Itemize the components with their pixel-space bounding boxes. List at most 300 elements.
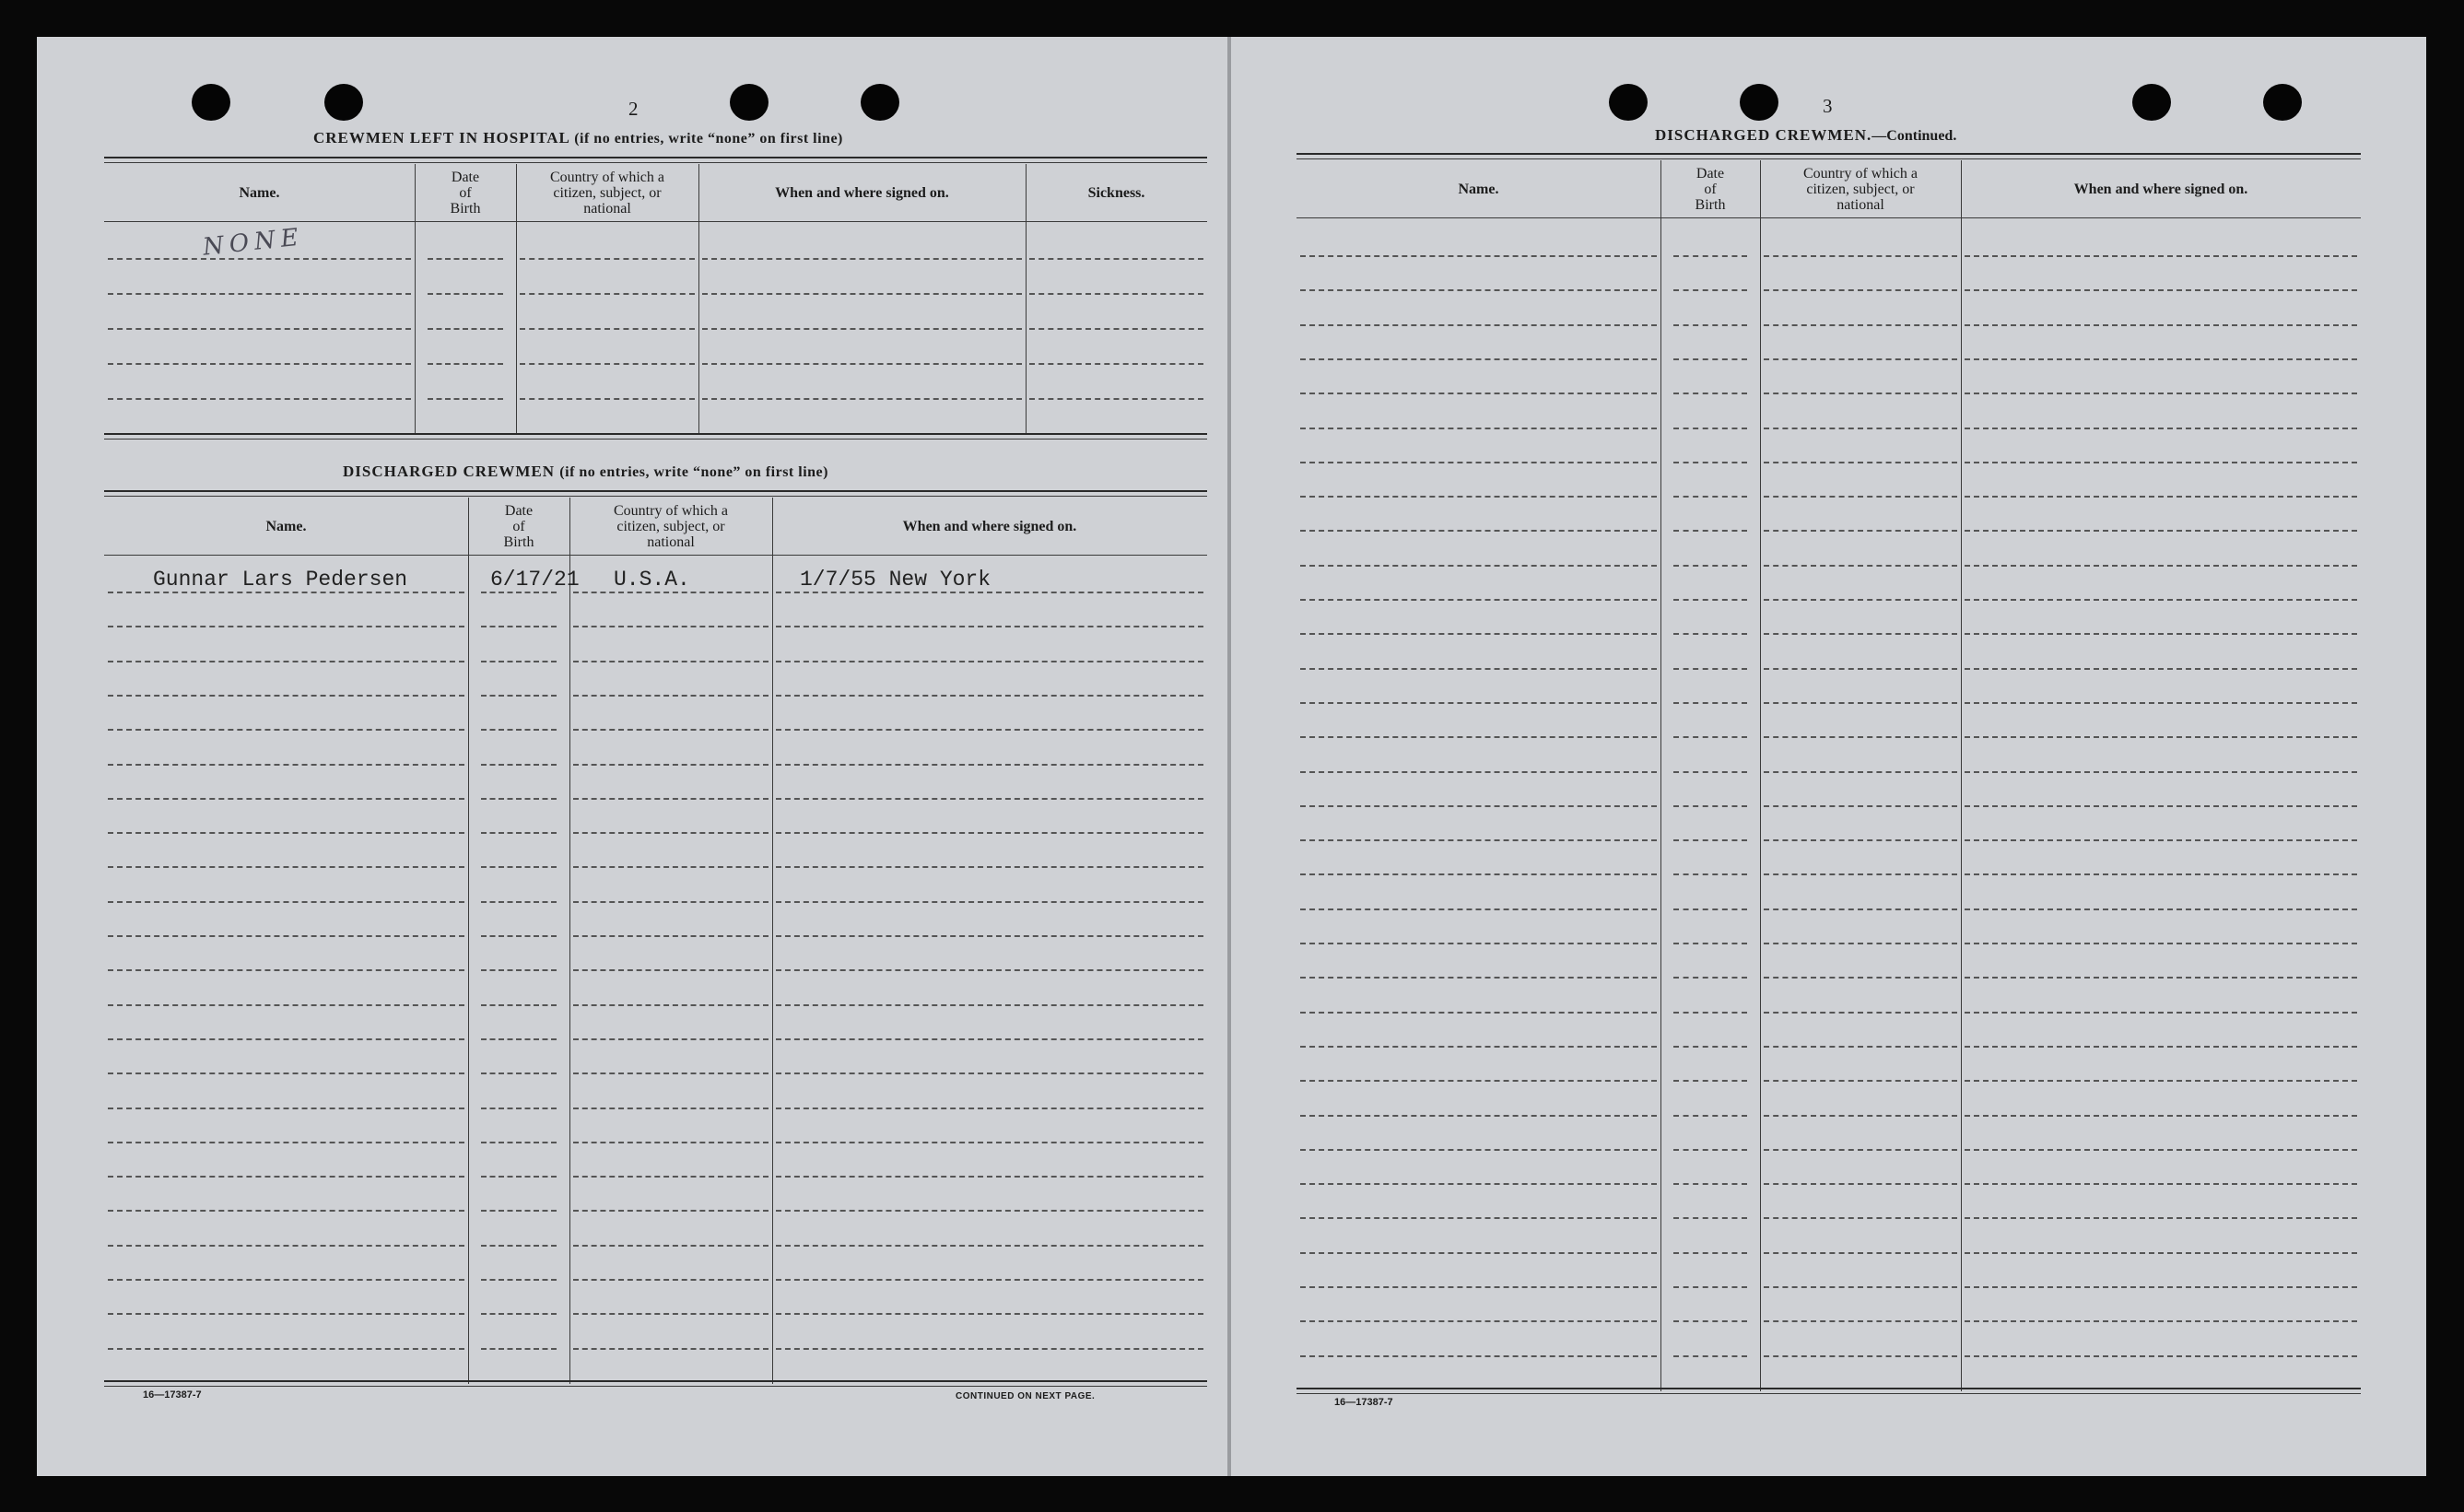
form-number: 16—17387-7 <box>1334 1397 1393 1408</box>
ruled-line <box>1965 771 2357 773</box>
ruled-line <box>1764 599 1957 601</box>
ruled-line <box>481 798 557 800</box>
ruled-line <box>776 1210 1203 1212</box>
ruled-line <box>776 1038 1203 1040</box>
ruled-line <box>481 1313 557 1315</box>
ruled-line <box>776 1313 1203 1315</box>
ruled-line <box>1673 977 1747 979</box>
ruled-line <box>1300 428 1657 429</box>
ruled-line <box>481 729 557 731</box>
ruled-line <box>1764 668 1957 670</box>
table-bottom-rule <box>104 1380 1207 1382</box>
table-bottom-rule <box>1297 1393 2361 1394</box>
ruled-line <box>1764 496 1957 498</box>
ruled-line <box>108 328 411 330</box>
ruled-line <box>1673 1286 1747 1288</box>
ruled-line <box>1673 393 1747 394</box>
ruled-line <box>1300 873 1657 875</box>
ruled-line <box>481 1245 557 1247</box>
ruled-line <box>108 661 464 662</box>
ruled-line <box>481 592 557 593</box>
ruled-line <box>1965 702 2357 704</box>
column-divider <box>1760 160 1761 1391</box>
discharged-title: DISCHARGED CREWMEN <box>343 463 556 480</box>
ruled-line <box>1965 324 2357 326</box>
ruled-line <box>1764 530 1957 532</box>
discharged-continued-title <box>1655 126 1956 145</box>
ruled-line <box>1673 358 1747 360</box>
ruled-line <box>1300 1355 1657 1357</box>
discharged-title: DISCHARGED CREWMEN. <box>1655 126 1872 144</box>
ruled-line <box>1673 1046 1747 1048</box>
column-divider <box>569 498 570 1384</box>
table-bottom-rule <box>1297 1388 2361 1389</box>
ruled-line <box>108 363 411 365</box>
entry-signed-on: 1/7/55 New York <box>800 568 991 592</box>
column-header: When and where signed on. <box>775 184 949 201</box>
ruled-line <box>108 592 464 593</box>
ruled-line <box>776 695 1203 697</box>
ruled-line <box>1764 908 1957 910</box>
ruled-line <box>1965 943 2357 944</box>
page-number: 2 <box>628 98 639 120</box>
hospital-section-title <box>313 129 843 147</box>
ruled-line <box>428 398 503 400</box>
ruled-line <box>1673 1252 1747 1254</box>
ruled-line <box>108 258 411 260</box>
column-divider <box>468 498 469 1384</box>
continued-label: —Continued. <box>1871 128 1957 144</box>
ruled-line <box>1673 530 1747 532</box>
punch-hole <box>730 84 769 121</box>
ruled-line <box>1965 1252 2357 1254</box>
ruled-line <box>1673 771 1747 773</box>
ruled-line <box>1764 289 1957 291</box>
ruled-line <box>1029 293 1203 295</box>
table-rule <box>104 162 1207 163</box>
ruled-line <box>573 626 769 627</box>
ruled-line <box>1673 805 1747 807</box>
ruled-line <box>1673 873 1747 875</box>
ruled-line <box>1764 839 1957 841</box>
ruled-line <box>1764 1149 1957 1151</box>
ruled-line <box>108 798 464 800</box>
ruled-line <box>1300 908 1657 910</box>
ruled-line <box>520 258 695 260</box>
ruled-line <box>573 1072 769 1074</box>
ruled-line <box>702 398 1022 400</box>
ruled-line <box>1764 324 1957 326</box>
ruled-line <box>1300 496 1657 498</box>
ruled-line <box>1764 358 1957 360</box>
ruled-line <box>1029 258 1203 260</box>
header-rule <box>1297 217 2361 218</box>
table-rule <box>1297 153 2361 155</box>
ruled-line <box>1965 873 2357 875</box>
ruled-line <box>1965 1217 2357 1219</box>
ruled-line <box>1029 363 1203 365</box>
punch-hole <box>1609 84 1648 121</box>
ruled-line <box>1965 393 2357 394</box>
ruled-line <box>108 866 464 868</box>
ruled-line <box>573 1313 769 1315</box>
ruled-line <box>108 1038 464 1040</box>
ruled-line <box>1764 805 1957 807</box>
table-rule <box>1297 158 2361 159</box>
ruled-line <box>108 1279 464 1281</box>
ruled-line <box>1965 805 2357 807</box>
ruled-line <box>573 661 769 662</box>
ruled-line <box>108 1142 464 1143</box>
ruled-line <box>1673 736 1747 738</box>
ruled-line <box>776 1348 1203 1350</box>
column-header: Country of which a citizen, subject, or national <box>550 169 664 217</box>
ruled-line <box>481 1210 557 1212</box>
column-header: Name. <box>239 184 280 201</box>
entry-name: Gunnar Lars Pedersen <box>153 568 408 592</box>
ruled-line <box>573 969 769 971</box>
ruled-line <box>1300 1252 1657 1254</box>
column-header: Country of which a citizen, subject, or national <box>614 502 728 550</box>
ruled-line <box>573 1142 769 1143</box>
ruled-line <box>108 1108 464 1109</box>
discharged-section-title <box>343 463 828 481</box>
ruled-line <box>1764 1252 1957 1254</box>
page-number: 3 <box>1823 95 1834 117</box>
ruled-line <box>1673 1320 1747 1322</box>
ruled-line <box>776 661 1203 662</box>
ruled-line <box>573 866 769 868</box>
punch-hole <box>324 84 363 121</box>
ruled-line <box>481 764 557 766</box>
ruled-line <box>1965 1046 2357 1048</box>
table-bottom-rule <box>104 439 1207 440</box>
ruled-line <box>1965 1183 2357 1185</box>
ruled-line <box>108 729 464 731</box>
ruled-line <box>481 901 557 903</box>
ruled-line <box>1764 736 1957 738</box>
ruled-line <box>776 969 1203 971</box>
punch-hole <box>861 84 899 121</box>
ruled-line <box>481 661 557 662</box>
ruled-line <box>481 969 557 971</box>
ruled-line <box>108 1072 464 1074</box>
ruled-line <box>1673 1355 1747 1357</box>
ruled-line <box>1300 1046 1657 1048</box>
ruled-line <box>1673 1080 1747 1082</box>
ruled-line <box>776 1176 1203 1178</box>
punch-hole <box>1740 84 1778 121</box>
ruled-line <box>1673 1149 1747 1151</box>
ruled-line <box>481 935 557 937</box>
ruled-line <box>1965 1286 2357 1288</box>
ruled-line <box>1673 428 1747 429</box>
ruled-line <box>1764 1012 1957 1014</box>
ruled-line <box>428 293 503 295</box>
ruled-line <box>1673 462 1747 463</box>
ruled-line <box>1764 462 1957 463</box>
ruled-line <box>776 764 1203 766</box>
ruled-line <box>573 1038 769 1040</box>
ruled-line <box>1965 633 2357 635</box>
ruled-line <box>108 398 411 400</box>
ruled-line <box>1965 599 2357 601</box>
ruled-line <box>1965 668 2357 670</box>
column-header: Country of which a citizen, subject, or national <box>1803 165 1918 213</box>
ruled-line <box>108 1176 464 1178</box>
ruled-line <box>1965 1115 2357 1117</box>
ruled-line <box>776 832 1203 834</box>
column-header: Name. <box>265 518 307 534</box>
ruled-line <box>481 1142 557 1143</box>
ruled-line <box>428 328 503 330</box>
ruled-line <box>1965 1320 2357 1322</box>
ruled-line <box>573 1108 769 1109</box>
ruled-line <box>776 1072 1203 1074</box>
ruled-line <box>1965 565 2357 567</box>
ruled-line <box>776 798 1203 800</box>
ruled-line <box>1300 1286 1657 1288</box>
ruled-line <box>1673 702 1747 704</box>
ruled-line <box>1764 977 1957 979</box>
ruled-line <box>776 901 1203 903</box>
ruled-line <box>1673 1115 1747 1117</box>
ruled-line <box>1764 1080 1957 1082</box>
ruled-line <box>573 1176 769 1178</box>
ruled-line <box>481 626 557 627</box>
ruled-line <box>1965 428 2357 429</box>
ruled-line <box>481 1072 557 1074</box>
ruled-line <box>108 901 464 903</box>
ruled-line <box>108 832 464 834</box>
ruled-line <box>1300 633 1657 635</box>
ruled-line <box>1673 1012 1747 1014</box>
ruled-line <box>573 901 769 903</box>
ruled-line <box>1673 1217 1747 1219</box>
discharged-note: (if no entries, write “none” on first line) <box>559 464 828 480</box>
ruled-line <box>108 1348 464 1350</box>
ruled-line <box>1764 633 1957 635</box>
ruled-line <box>108 969 464 971</box>
table-rule <box>104 490 1207 492</box>
ruled-line <box>428 363 503 365</box>
ruled-line <box>1300 255 1657 257</box>
ruled-line <box>1764 1115 1957 1117</box>
ruled-line <box>481 832 557 834</box>
table-rule <box>104 496 1207 497</box>
ruled-line <box>776 1004 1203 1006</box>
ruled-line <box>481 1108 557 1109</box>
ruled-line <box>1673 1183 1747 1185</box>
ruled-line <box>1764 1286 1957 1288</box>
ruled-line <box>573 1348 769 1350</box>
ruled-line <box>1764 943 1957 944</box>
ruled-line <box>1673 839 1747 841</box>
ruled-line <box>1300 1149 1657 1151</box>
left-page <box>37 37 1227 1476</box>
ruled-line <box>108 695 464 697</box>
ruled-line <box>776 1245 1203 1247</box>
ruled-line <box>1965 908 2357 910</box>
ruled-line <box>1673 289 1747 291</box>
ruled-line <box>1673 565 1747 567</box>
ruled-line <box>776 729 1203 731</box>
ruled-line <box>702 258 1022 260</box>
ruled-line <box>1300 1012 1657 1014</box>
ruled-line <box>1764 1320 1957 1322</box>
ruled-line <box>1029 398 1203 400</box>
ruled-line <box>1300 771 1657 773</box>
right-page <box>1231 37 2426 1476</box>
ruled-line <box>776 626 1203 627</box>
ruled-line <box>1673 908 1747 910</box>
continued-note: CONTINUED ON NEXT PAGE. <box>956 1391 1096 1401</box>
ruled-line <box>481 1038 557 1040</box>
ruled-line <box>1300 1080 1657 1082</box>
ruled-line <box>1673 324 1747 326</box>
entry-birth: 6/17/21 <box>490 568 580 592</box>
ruled-line <box>1764 1046 1957 1048</box>
ruled-line <box>1764 873 1957 875</box>
ruled-line <box>520 398 695 400</box>
ruled-line <box>1300 1217 1657 1219</box>
ruled-line <box>108 764 464 766</box>
column-divider <box>772 498 773 1384</box>
ruled-line <box>481 695 557 697</box>
ruled-line <box>776 1279 1203 1281</box>
ruled-line <box>1764 1217 1957 1219</box>
column-header: Date of Birth <box>503 502 534 550</box>
column-header: Date of Birth <box>1695 165 1726 213</box>
table-bottom-rule <box>104 433 1207 435</box>
ruled-line <box>481 1176 557 1178</box>
column-header: When and where signed on. <box>902 518 1077 534</box>
ruled-line <box>1673 633 1747 635</box>
ruled-line <box>1300 1183 1657 1185</box>
ruled-line <box>1300 839 1657 841</box>
ruled-line <box>1764 565 1957 567</box>
ruled-line <box>1300 565 1657 567</box>
ruled-line <box>108 293 411 295</box>
ruled-line <box>1300 702 1657 704</box>
ruled-line <box>1300 1115 1657 1117</box>
ruled-line <box>481 1348 557 1350</box>
ruled-line <box>1965 736 2357 738</box>
ruled-line <box>481 1004 557 1006</box>
ruled-line <box>481 1279 557 1281</box>
ruled-line <box>1965 496 2357 498</box>
column-header: When and where signed on. <box>2073 181 2248 197</box>
ruled-line <box>520 293 695 295</box>
ruled-line <box>428 258 503 260</box>
ruled-line <box>1300 977 1657 979</box>
punch-hole <box>2263 84 2302 121</box>
ruled-line <box>1764 1183 1957 1185</box>
ruled-line <box>1965 839 2357 841</box>
ruled-line <box>1764 1355 1957 1357</box>
ruled-line <box>1673 943 1747 944</box>
column-divider <box>1660 160 1661 1391</box>
ruled-line <box>1300 358 1657 360</box>
ruled-line <box>702 363 1022 365</box>
ruled-line <box>1300 668 1657 670</box>
ruled-line <box>1300 462 1657 463</box>
ruled-line <box>1764 428 1957 429</box>
ruled-line <box>573 1004 769 1006</box>
ruled-line <box>573 798 769 800</box>
ruled-line <box>481 866 557 868</box>
ruled-line <box>108 935 464 937</box>
ruled-line <box>520 363 695 365</box>
ruled-line <box>1029 328 1203 330</box>
ruled-line <box>573 1210 769 1212</box>
ruled-line <box>1965 1080 2357 1082</box>
ruled-line <box>776 935 1203 937</box>
ruled-line <box>1764 702 1957 704</box>
ruled-line <box>1300 943 1657 944</box>
ruled-line <box>1965 358 2357 360</box>
ruled-line <box>1300 324 1657 326</box>
ruled-line <box>776 592 1203 593</box>
ruled-line <box>1673 255 1747 257</box>
ruled-line <box>1300 736 1657 738</box>
ruled-line <box>776 1142 1203 1143</box>
ruled-line <box>1965 1355 2357 1357</box>
ruled-line <box>1673 668 1747 670</box>
form-number: 16—17387-7 <box>143 1389 202 1401</box>
ruled-line <box>573 1245 769 1247</box>
hospital-note: (if no entries, write “none” on first line) <box>574 131 843 147</box>
ruled-line <box>573 935 769 937</box>
column-header: Name. <box>1458 181 1499 197</box>
ruled-line <box>1965 1012 2357 1014</box>
punch-hole <box>192 84 230 121</box>
table-bottom-rule <box>104 1386 1207 1387</box>
ruled-line <box>573 764 769 766</box>
column-divider <box>1961 160 1962 1391</box>
ruled-line <box>1673 496 1747 498</box>
ruled-line <box>520 328 695 330</box>
ruled-line <box>1965 1149 2357 1151</box>
ruled-line <box>702 293 1022 295</box>
ruled-line <box>1300 393 1657 394</box>
ruled-line <box>108 1004 464 1006</box>
ruled-line <box>1764 771 1957 773</box>
ruled-line <box>1965 255 2357 257</box>
ruled-line <box>108 1313 464 1315</box>
ruled-line <box>1965 462 2357 463</box>
ruled-line <box>1764 393 1957 394</box>
ruled-line <box>1673 599 1747 601</box>
ruled-line <box>573 729 769 731</box>
ruled-line <box>1300 530 1657 532</box>
handwritten-none: NONE <box>201 223 306 262</box>
ruled-line <box>108 1245 464 1247</box>
ruled-line <box>573 592 769 593</box>
ruled-line <box>776 1108 1203 1109</box>
ruled-line <box>573 832 769 834</box>
ruled-line <box>1300 1320 1657 1322</box>
table-rule <box>104 157 1207 158</box>
ruled-line <box>702 328 1022 330</box>
ruled-line <box>1764 255 1957 257</box>
ruled-line <box>108 1210 464 1212</box>
column-header: Date of Birth <box>450 169 481 217</box>
ruled-line <box>1965 530 2357 532</box>
ruled-line <box>1965 977 2357 979</box>
ruled-line <box>1965 289 2357 291</box>
ruled-line <box>1300 289 1657 291</box>
